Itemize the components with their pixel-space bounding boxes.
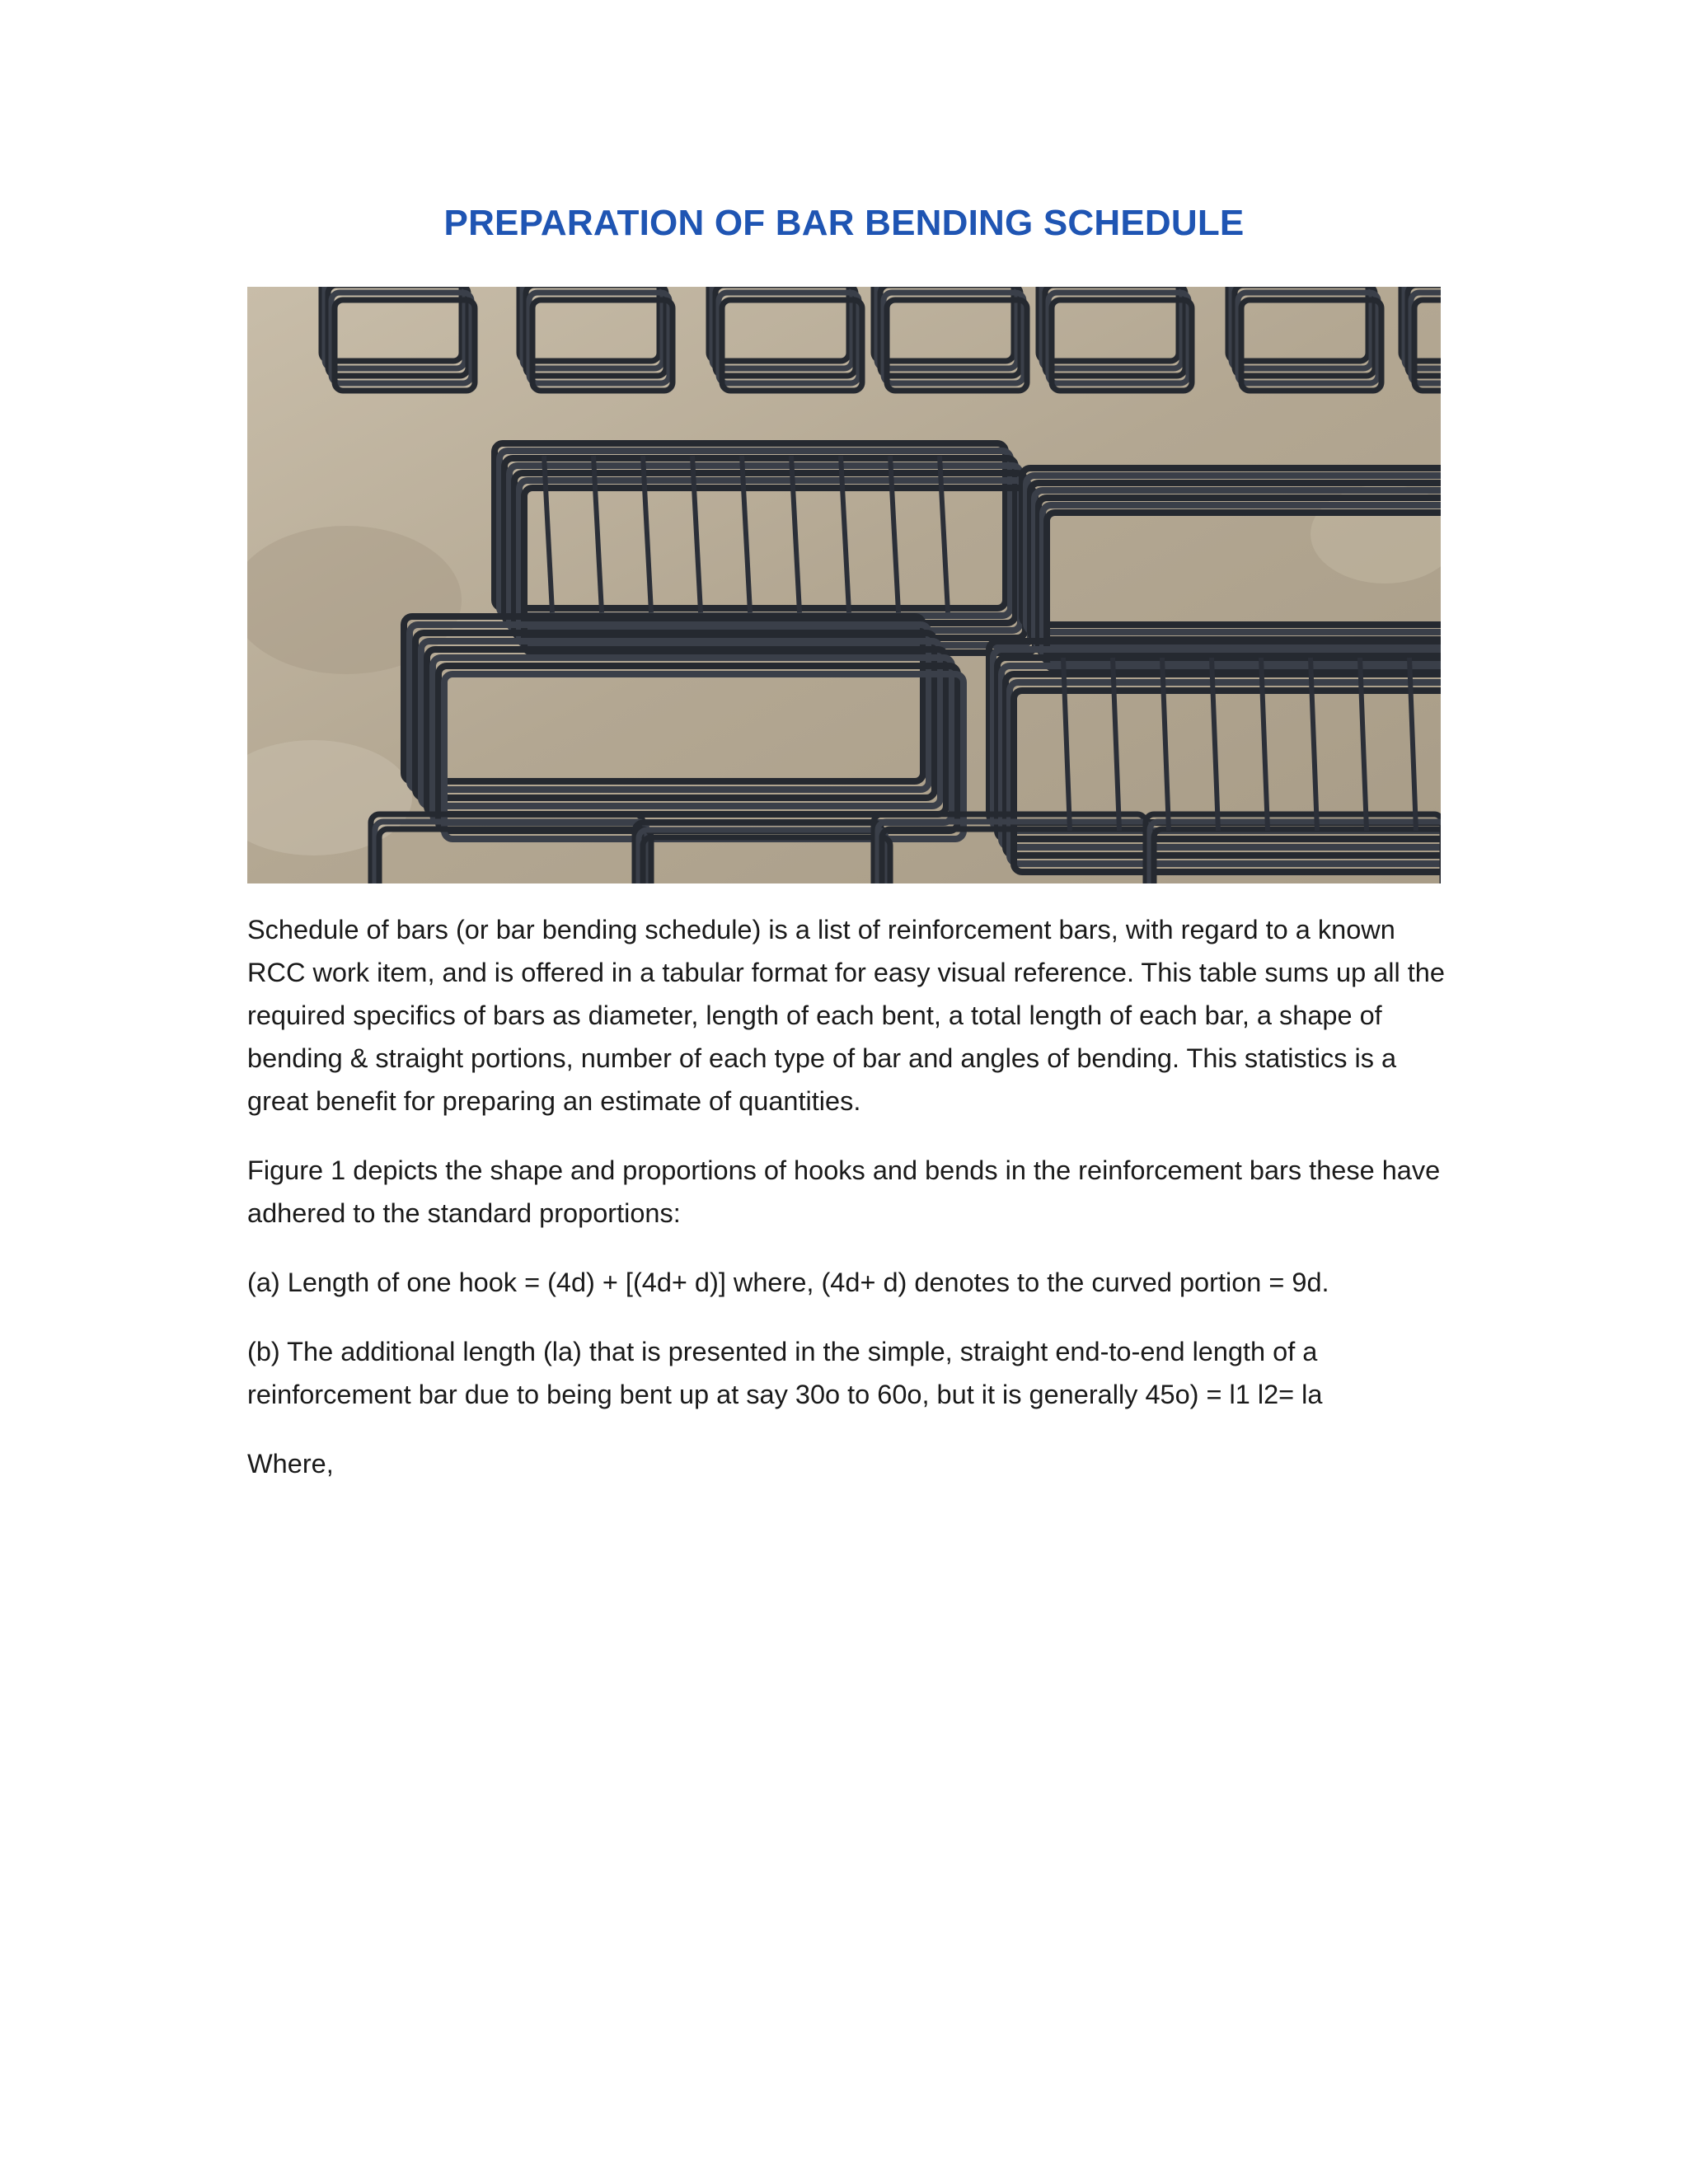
paragraph-where: Where,	[247, 1449, 334, 1479]
document-body	[247, 908, 1451, 1511]
paragraph-hook-length: (a) Length of one hook = (4d) + [(4d+ d)] where, (4d+ d) denotes to the curved portion = 9d.	[247, 1268, 1329, 1297]
rebar-stirrups-photo	[247, 287, 1441, 883]
paragraph-figure-ref: Figure 1 depicts the shape and proportions of hooks and bends in the reinforcement bars these have adhered to the standard proportions:	[247, 1155, 1441, 1228]
paragraph-additional-length: (b) The additional length (la) that is presented in the simple, straight end-to-end length of a reinforcement bar due to being bent up at say 30o to 60o, but it is generally 45o) = l1 l2= la	[247, 1337, 1323, 1409]
document-title: PREPARATION OF BAR BENDING SCHEDULE	[443, 203, 1245, 243]
paragraph-intro: Schedule of bars (or bar bending schedule) is a list of reinforcement bars, with regard to a known RCC work item, and is offered in a tabular format for easy visual reference. This table sums up all the required specifics of bars as diameter, length of each bent, a total length of each bar, a shape of bending & straight portions, number of each type of bar and angles of bending. This statistics is a great benefit for preparing an estimate of quantities.	[247, 915, 1445, 1116]
